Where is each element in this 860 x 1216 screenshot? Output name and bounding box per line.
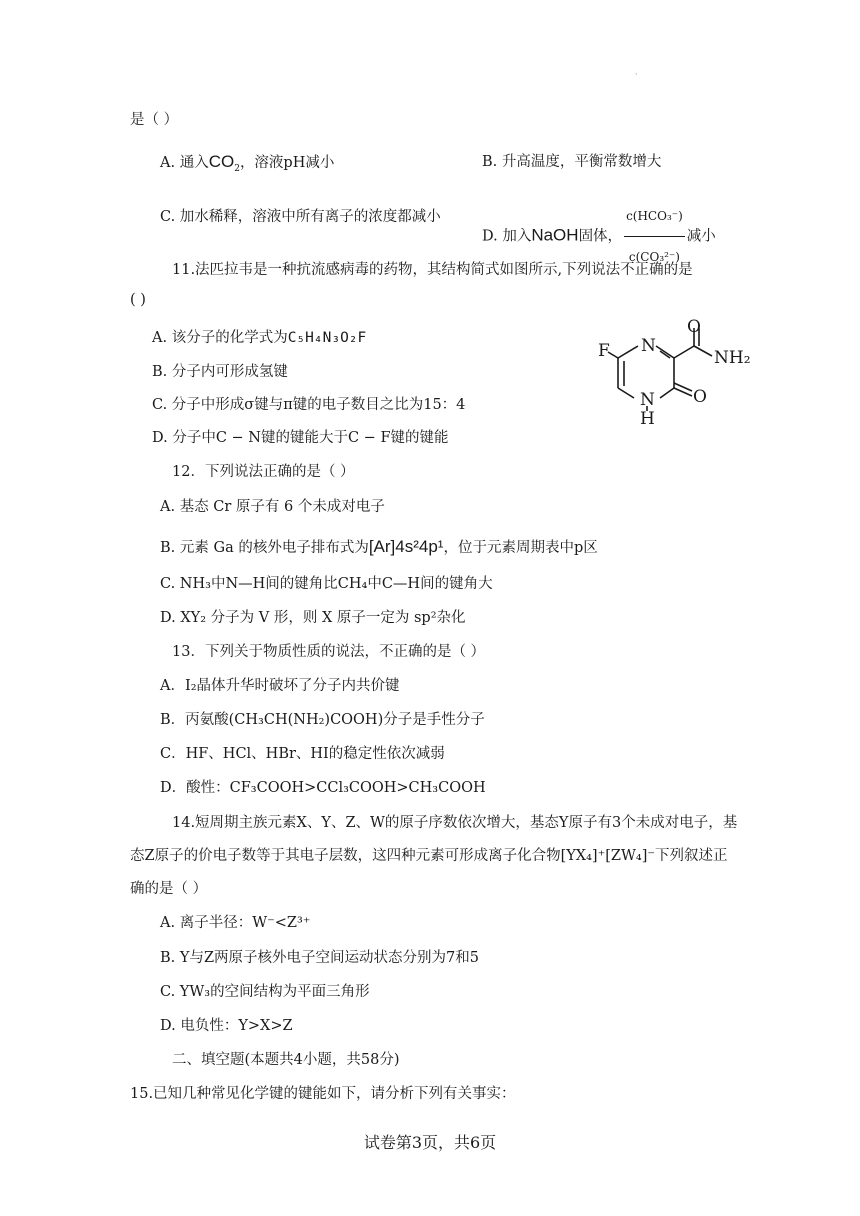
favipiravir-structure-diagram — [598, 318, 778, 430]
q10-fraction: $\frac{\text{c(HCO₃⁻)}}{\text{c(CO₃²⁻)}}$ — [624, 196, 685, 277]
q11-stem-line2: ( ) — [130, 292, 146, 308]
q14-stem-line2: 态Z原子的价电子数等于其电子层数，这四种元素可形成离子化合物[YX₄]⁺[ZW₄]⁻下列叙述正 — [130, 848, 728, 864]
q10-option-c: C. 加水稀释，溶液中所有离子的浓度都减小 — [160, 209, 441, 225]
page-footer: 试卷第3页，共6页 — [363, 1133, 497, 1152]
q12-option-d: D. XY₂ 分子为 V 形，则 X 原子一定为 sp²杂化 — [160, 610, 466, 626]
q14-option-d: D. 电负性：Y>X>Z — [160, 1018, 293, 1034]
q11-stem-line1: 11.法匹拉韦是一种抗流感病毒的药物，其结构简式如图所示,下列说法不正确的是 — [172, 262, 693, 278]
q14-stem-line1: 14.短周期主族元素X、Y、Z、W的原子序数依次增大，基态Y原子有3个未成对电子，基 — [172, 815, 738, 831]
q10-tail: 是（ ） — [130, 112, 179, 128]
q10-option-d: D. 加入NaOH固体， $\frac{\text{c(HCO₃⁻)}}{\text{c(CO₃²⁻)}}$ 减小 — [482, 196, 716, 277]
section-heading: 二、填空题(本题共4小题，共58分) — [172, 1052, 400, 1068]
atom-f: F — [598, 341, 610, 361]
q10-option-b: B. 升高温度，平衡常数增大 — [482, 154, 662, 170]
q13-option-a: A．I₂晶体升华时破坏了分子内共价键 — [160, 678, 400, 694]
q14-option-a: A. 离子半径：W⁻<Z³⁺ — [160, 915, 311, 931]
atom-h: H — [640, 409, 655, 429]
q11-option-a: A. 该分子的化学式为C₅H₄N₃O₂F — [152, 330, 367, 346]
corner-dot: · — [635, 70, 638, 79]
q12-option-a: A. 基态 Cr 原子有 6 个未成对电子 — [160, 499, 385, 515]
q14-option-c: C. YW₃的空间结构为平面三角形 — [160, 984, 370, 1000]
q13-option-b: B．丙氨酸(CH₃CH(NH₂)COOH)分子是手性分子 — [160, 712, 485, 728]
q14-stem-line3: 确的是（ ） — [130, 881, 208, 897]
q13-option-d: D．酸性：CF₃COOH>CCl₃COOH>CH₃COOH — [160, 780, 486, 796]
q11-option-b: B. 分子内可形成氢键 — [152, 364, 288, 380]
atom-o-ring: O — [693, 387, 707, 407]
q11-option-c: C. 分子中形成σ键与π键的电子数目之比为15：4 — [152, 397, 466, 413]
q12-option-b: B. 元素 Ga 的核外电子排布式为[Ar]4s²4p¹，位于元素周期表中p区 — [160, 537, 598, 556]
q14-option-b: B. Y与Z两原子核外电子空间运动状态分别为7和5 — [160, 950, 479, 966]
q12-option-c: C. NH₃中N—H间的键角比CH₄中C—H间的键角大 — [160, 576, 493, 592]
atom-n-top: N — [641, 336, 656, 356]
q10-option-a: A. 通入$CO_2$，溶液pH减小 — [160, 152, 335, 174]
q15-stem: 15.已知几种常见化学键的键能如下，请分析下列有关事实： — [130, 1086, 516, 1102]
q12-stem: 12．下列说法正确的是（ ） — [172, 464, 355, 480]
atom-n-bottom: N — [640, 390, 655, 410]
q13-stem: 13．下列关于物质性质的说法，不正确的是（ ） — [172, 644, 486, 660]
atom-nh2: NH₂ — [714, 348, 751, 368]
q13-option-c: C．HF、HCl、HBr、HI的稳定性依次减弱 — [160, 746, 445, 762]
atom-o-amide: O — [687, 318, 701, 337]
q11-option-d: D. 分子中C − N键的键能大于C − F键的键能 — [152, 430, 449, 446]
